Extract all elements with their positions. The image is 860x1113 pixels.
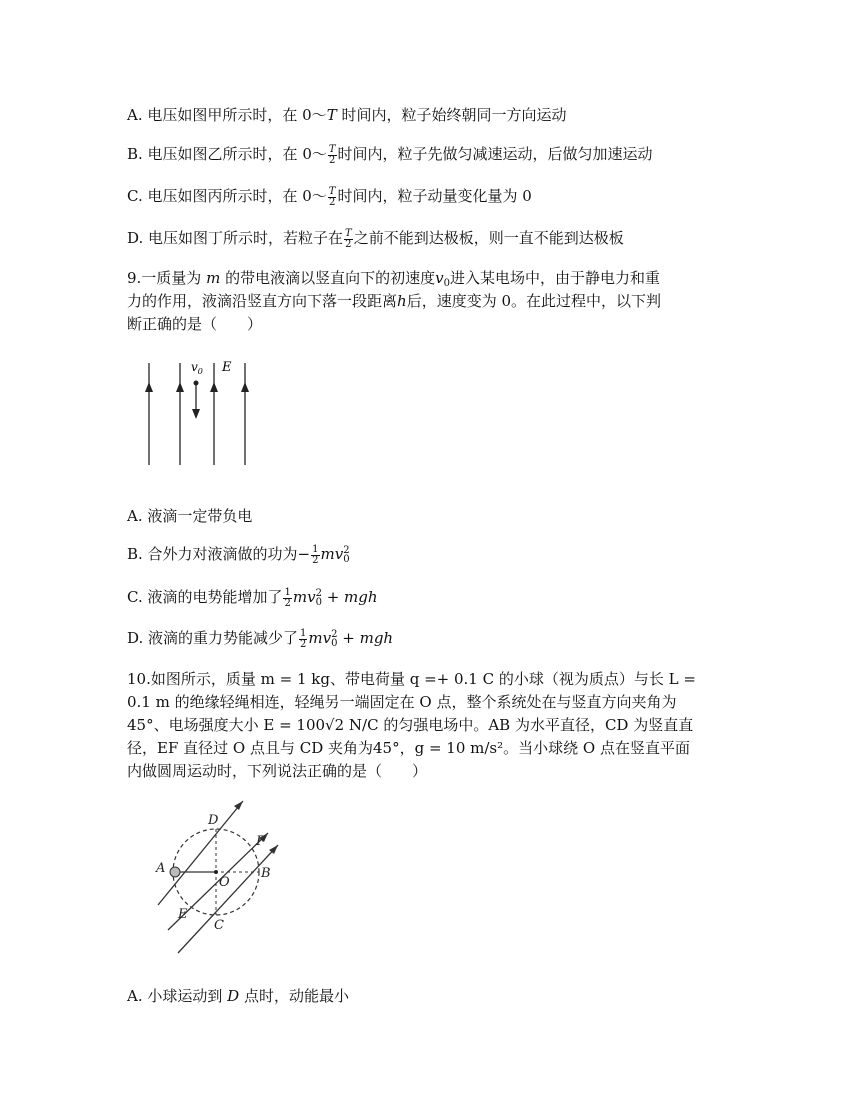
label-d: D <box>208 813 219 828</box>
q9-stem-line-2: 力的作用，液滴沿竖直方向下落一段距离h后，速度变为 0。在此过程中，以下判 <box>127 292 662 310</box>
q8-option-a: A. 电压如图甲所示时，在 0～T 时间内，粒子始终朝同一方向运动 <box>127 106 567 124</box>
q10-circle-figure <box>148 795 288 957</box>
q8-option-c: C. 电压如图丙所示时，在 0～ $\frac{T}{2}$ 时间内，粒子动量变化量为 0 <box>127 185 532 208</box>
e-field-label: E <box>222 360 232 375</box>
q10-stem-line-2: 0.1 m 的绝缘轻绳相连，轻绳另一端固定在 O 点，整个系统处在与竖直方向夹角为 <box>127 693 677 711</box>
q10-stem-line-4: 径，EF 直径过 O 点且与 CD 夹角为45°，g = 10 m/s²。当小球绕 O 点在竖直平面 <box>127 739 690 757</box>
fraction: $\frac{T}{2}$ <box>328 143 336 166</box>
q10-option-a: A. 小球运动到 D 点时，动能最小 <box>127 987 349 1005</box>
q8-option-d: D. 电压如图丁所示时，若粒子在 $\frac{T}{2}$ 之前不能到达极板，则一直不能到达极板 <box>127 227 624 250</box>
q8-option-b: B. 电压如图乙所示时，在 0～ $\frac{T}{2}$ 时间内，粒子先做匀减速运动，后做匀加速运动 <box>127 143 653 166</box>
label-c: C <box>214 918 224 933</box>
arrowhead-up <box>241 382 249 392</box>
q9-option-b: B. 合外力对液滴做的功为− $\frac{1}{2}$ mv 2 0 <box>127 543 350 566</box>
label-o: O <box>219 875 230 890</box>
q10-stem-line-5: 内做圆周运动时，下列说法正确的是（ ） <box>127 762 428 780</box>
center-o <box>214 870 218 874</box>
q10-stem-line-1: 10.如图所示，质量 m = 1 kg、带电荷量 q =+ 0.1 C 的小球（视为质点）与长 L = <box>127 670 696 688</box>
fraction: $\frac{T}{2}$ <box>345 227 352 250</box>
label-f: F <box>256 834 266 849</box>
fraction: $\frac{T}{2}$ <box>328 185 336 208</box>
label-e: E <box>178 907 188 922</box>
q9-stem-line-1: 9.一质量为 m 的带电液滴以竖直向下的初速度$v_0$进入某电场中，由于静电力和重 <box>127 269 660 289</box>
droplet-dot <box>194 381 199 386</box>
ball <box>170 867 180 877</box>
velocity-arrowhead <box>192 409 200 419</box>
q9-option-a: A. 液滴一定带负电 <box>127 507 253 525</box>
q9-option-c: C. 液滴的电势能增加了 $\frac{1}{2}$ mv 2 0 + mgh <box>127 586 378 609</box>
q9-stem-line-3: 断正确的是（ ） <box>127 315 263 333</box>
arrowhead-up <box>210 382 218 392</box>
v0-label: $v_0$ <box>191 360 203 376</box>
arrowhead-up <box>145 382 153 392</box>
q9-option-d: D. 液滴的重力势能减少了 $\frac{1}{2}$ mv 2 0 + mgh <box>127 627 394 650</box>
field-line <box>158 801 243 905</box>
arrowhead <box>234 801 243 810</box>
label-a: A <box>156 861 166 876</box>
q9-field-figure <box>140 355 260 470</box>
arrowhead-up <box>176 382 184 392</box>
label-b: B <box>261 866 271 881</box>
q10-stem-line-3: 45°、电场强度大小 E = 100√2 N/C 的匀强电场中。AB 为水平直径，CD 为竖直直 <box>127 716 694 734</box>
